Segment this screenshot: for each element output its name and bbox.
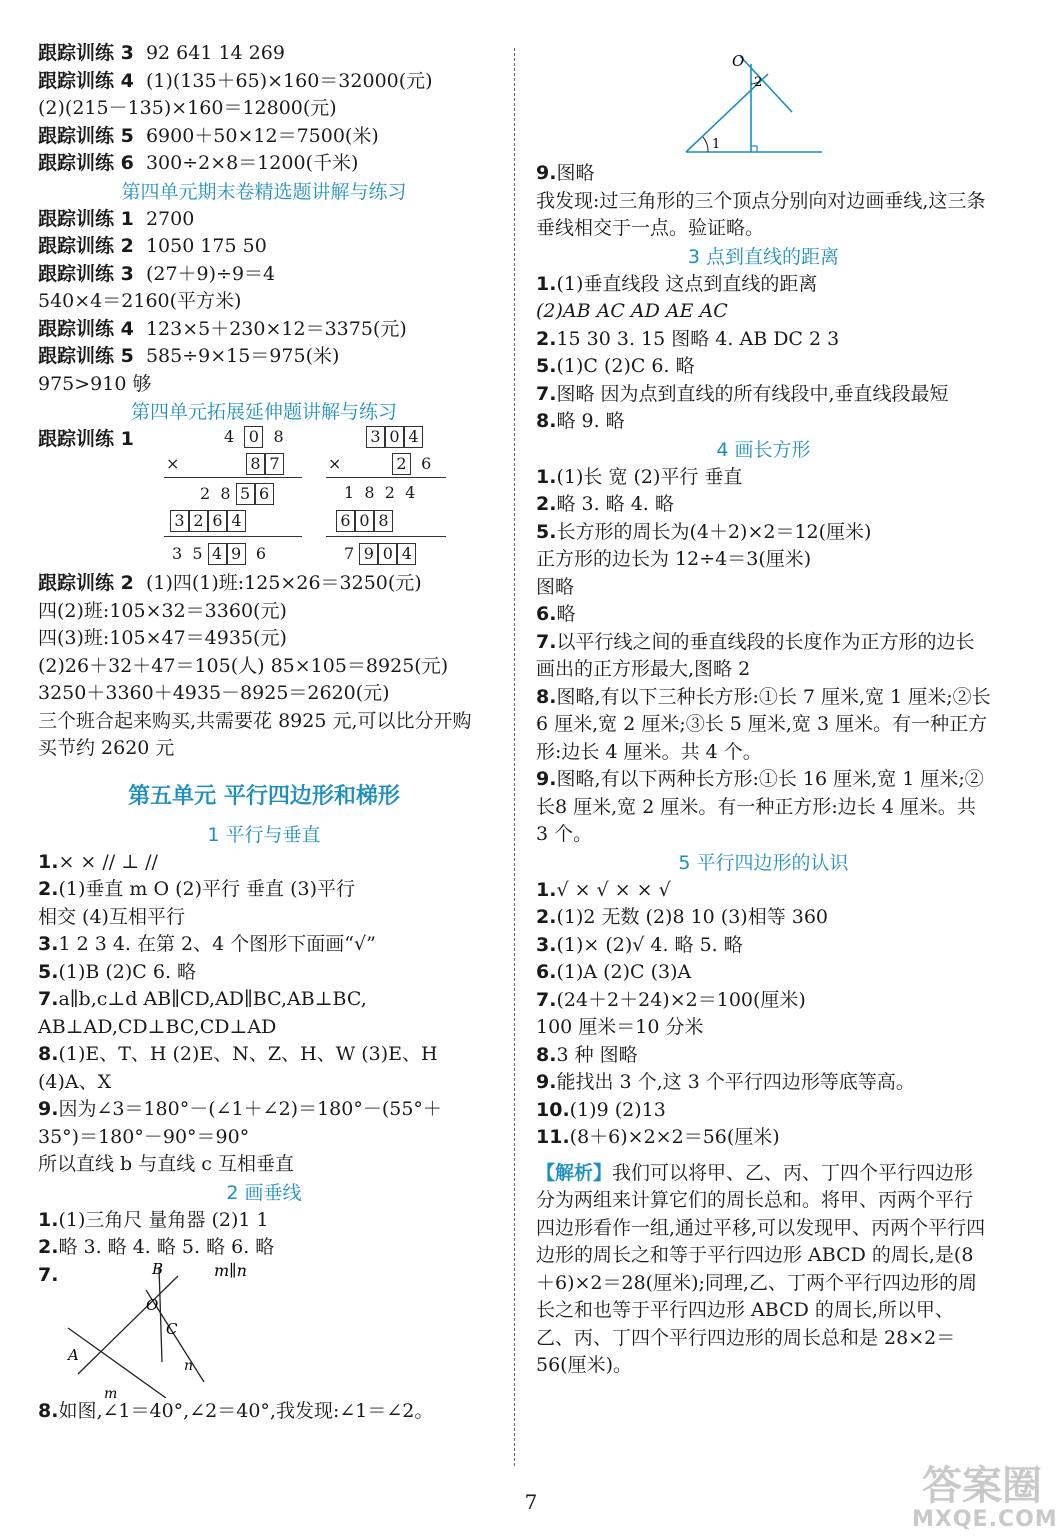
unit-title: 第五单元 平行四边形和梯形	[128, 783, 400, 809]
rule-line	[164, 536, 302, 537]
answer-line: 9.能找出 3 个,这 3 个平行四边形等底等高。	[536, 1071, 915, 1093]
partial-product-1: 1 8 2 4	[344, 483, 416, 502]
times-sign: ×	[166, 454, 180, 473]
section-heading: 4 画长方形	[716, 438, 811, 461]
answer-block-5	[38, 1207, 490, 1262]
left-column	[38, 40, 490, 1425]
answer-paragraph: 7.图略 因为点到直线的所有线段中,垂直线段最短	[536, 382, 949, 405]
page-number: 7	[524, 1490, 538, 1514]
vertical-multiplication-2	[326, 426, 448, 570]
section-heading: 2 画垂线	[226, 1181, 302, 1204]
right-angle-mark	[751, 146, 757, 152]
answer-line: 9.因为∠3＝180°－(∠1＋∠2)＝180°－(55°＋	[38, 1098, 442, 1120]
practice-block-3	[38, 570, 490, 763]
rule-line	[326, 477, 446, 478]
answer-line: 7.(24＋2＋24)×2＝100(厘米)	[536, 988, 806, 1011]
answer-line: 6.略	[536, 603, 576, 625]
answer-line: 相交 (4)互相平行	[38, 905, 185, 928]
analysis-paragraph: 【解析】我们可以将甲、乙、丙、丁四个平行四边形分为两组来计算它们的周长总和。将甲、丙两个平行四边形看作一组,通过平移,可以发现甲、丙两个平行四边形的周长之和等于平行四边形 ABCD 的周长,是(8＋6)×2＝28(厘米);同理,乙、丁两个平行四边形的周长之和也等于平行四边形 ABCD 的周长,所以甲、乙、丙、丁四个平行四边形的周长总和是 28×2＝56(厘米)。	[536, 1161, 986, 1376]
multiplier: 8 7	[246, 453, 284, 475]
analysis-tag: 【解析】	[536, 1161, 613, 1184]
section-heading: 3 点到直线的距离	[687, 245, 840, 268]
answer-line: 3.(1)× (2)√ 4. 略 5. 略	[536, 933, 743, 956]
answer-line: 5.(1)B (2)C 6. 略	[38, 960, 197, 983]
perpendicular-lines-diagram	[38, 1262, 458, 1398]
partial-product-2: 6 0 8	[336, 510, 393, 532]
multiplicand: 3 0 4	[366, 426, 423, 448]
answer-line: 正方形的边长为 12÷4＝3(厘米)	[536, 548, 812, 570]
answer-block-7	[536, 464, 991, 849]
answer-line: (2)AB AC AD AE AC	[536, 300, 728, 322]
section-heading: 第四单元拓展延伸题讲解与练习	[130, 401, 397, 423]
answer-line: 11.(8＋6)×2×2＝56(厘米)	[536, 1126, 780, 1148]
point-a-label: A	[68, 1345, 79, 1364]
practice-block-2	[38, 206, 490, 399]
answer-paragraph: 9.图略,有以下两种长方形:①长 16 厘米,宽 1 厘米;②长8 厘米,宽 2 厘米。有一种正方形:边长 4 厘米。共 3 个。	[536, 768, 984, 845]
answer-line: 100 厘米＝10 分米	[536, 1016, 704, 1038]
point-b-label: B	[152, 1261, 164, 1278]
answer-paragraph: 我发现:过三角形的三个顶点分别向对边画垂线,这三条垂线相交于一点。验证略。	[536, 189, 986, 239]
answer-line: 5.(1)C (2)C 6. 略	[536, 355, 695, 377]
practice-label: 跟踪训练 1	[38, 428, 134, 450]
angle-1-arc	[703, 137, 708, 152]
answer-line: 所以直线 b 与直线 c 互相垂直	[38, 1153, 294, 1175]
product: 3 5 4 9 6	[172, 544, 266, 563]
answer-line: 3250＋3360＋4935－8925＝2620(元)	[38, 682, 390, 704]
answer-line: 3.1 2 3 4. 在第 2、4 个图形下面画“√”	[38, 933, 376, 955]
column-divider	[514, 48, 515, 1466]
answer-line: 35°)＝180°－90°＝90°	[38, 1125, 250, 1148]
answer-line: 跟踪训练 5 6900＋50×12＝7500(米)	[38, 124, 379, 147]
answer-line: 跟踪训练 5 585÷9×15＝975(米)	[38, 345, 340, 367]
answer-block-4	[38, 849, 490, 1179]
answer-block-8	[536, 877, 991, 1152]
answer-line: 2.(1)2 无数 (2)8 10 (3)相等 360	[536, 906, 829, 928]
question-number: 7.	[38, 1263, 59, 1286]
times-sign: ×	[328, 454, 342, 473]
answer-line: 跟踪训练 3 92 641 14 269	[38, 42, 285, 64]
practice-block-1	[38, 40, 490, 178]
product: 7 9 0 4	[344, 543, 416, 565]
answer-block-6	[536, 271, 991, 436]
figure-q7	[38, 1262, 490, 1398]
answer-line: 2.略 3. 略 4. 略 5. 略 6. 略	[38, 1236, 275, 1258]
answer-line: 5.长方形的周长为(4＋2)×2＝12(厘米)	[536, 520, 872, 543]
line-m-label: m	[104, 1385, 118, 1398]
right-column	[536, 48, 991, 1380]
answer-line: 跟踪训练 1 2700	[38, 207, 195, 230]
answer-line: 跟踪训练 2 1050 175 50	[38, 235, 267, 257]
answer-line: 10.(1)9 (2)13	[536, 1098, 666, 1121]
answer-line: 7.a∥b,c⊥d AB∥CD,AD∥BC,AB⊥BC,	[38, 988, 367, 1010]
answer-paragraph: 三个班合起来购买,共需要花 8925 元,可以比分开购买节约 2620 元	[38, 709, 472, 759]
answer-line: 9.图略	[536, 162, 595, 184]
partial-product-1: 2 8 5 6	[200, 483, 274, 505]
answer-line: 跟踪训练 4 123×5＋230×12＝3375(元)	[38, 317, 407, 340]
answer-line: (4)A、X	[38, 1070, 112, 1093]
answer-line: AB⊥AD,CD⊥BC,CD⊥AD	[38, 1015, 277, 1038]
answer-line: 跟踪训练 2 (1)四(1)班:125×26＝3250(元)	[38, 572, 422, 594]
answer-line: 8.略 9. 略	[536, 410, 625, 432]
answer-line: 2.略 3. 略 4. 略	[536, 493, 674, 515]
answer-line: 1.(1)长 宽 (2)平行 垂直	[536, 465, 743, 488]
angle-1-label: 1	[712, 137, 721, 152]
answer-line: 975>910 够	[38, 372, 152, 395]
perpendicular-line	[740, 56, 792, 112]
answer-line: (2)26＋32＋47＝105(人) 85×105＝8925(元)	[38, 654, 449, 677]
answer-line: 跟踪训练 3 (27＋9)÷9＝4	[38, 262, 276, 285]
parallel-relation: m∥n	[214, 1261, 247, 1280]
answer-line: (2)(215－135)×160＝12800(元)	[38, 97, 337, 119]
answer-line: 8.3 种 图略	[536, 1043, 638, 1066]
angle-2-label: 2	[754, 75, 763, 90]
answer-line: 1.(1)垂直线段 这点到直线的距离	[536, 272, 818, 295]
watermark-logo: 答案圈 MXQE.COM	[912, 1463, 1058, 1532]
point-o-label: O	[146, 1295, 159, 1314]
perpendicular-line	[78, 1276, 178, 1374]
answer-line: 跟踪训练 4 (1)(135＋65)×160＝32000(元)	[38, 69, 433, 92]
point-c-label: C	[166, 1319, 178, 1338]
answer-line: 2.(1)垂直 m O (2)平行 垂直 (3)平行	[38, 878, 355, 900]
answer-line: 四(2)班:105×32＝3360(元)	[38, 599, 287, 622]
answer-paragraph: 7.以平行线之间的垂直线段的长度作为正方形的边长画出的正方形最大,图略 2	[536, 630, 975, 680]
answer-line: 2.15 30 3. 15 图略 4. AB DC 2 3	[536, 327, 840, 350]
answer-line: 图略	[536, 575, 575, 598]
point-o-label: O	[732, 52, 745, 70]
multiplier: 2 6	[392, 453, 431, 475]
answer-line: 8.如图,∠1＝40°,∠2＝40°,我发现:∠1＝∠2。	[38, 1399, 434, 1422]
answer-line: 跟踪训练 6 300÷2×8＝1200(千米)	[38, 152, 359, 174]
line-n-label: n	[184, 1357, 194, 1374]
answer-paragraph: 8.图略,有以下三种长方形:①长 7 厘米,宽 1 厘米;②长 6 厘米,宽 2 厘米;③长 5 厘米,宽 3 厘米。有一种正方形:边长 4 厘米。共 4 个。	[536, 685, 991, 763]
answer-line: 540×4＝2160(平方米)	[38, 290, 242, 312]
angle-diagram	[536, 48, 956, 156]
rule-line	[164, 477, 302, 478]
section-heading: 5 平行四边形的认识	[678, 851, 849, 874]
answer-line: 1.√ × √ × × √	[536, 878, 671, 901]
answer-line: 8.(1)E、T、H (2)E、N、Z、H、W (3)E、H	[38, 1043, 438, 1065]
partial-product-2: 3 2 6 4	[170, 510, 246, 532]
multiplication-figures	[38, 426, 490, 570]
answer-line: 四(3)班:105×47＝4935(元)	[38, 627, 287, 649]
answer-line: 6.(1)A (2)C (3)A	[536, 961, 692, 983]
vertical-multiplication-1	[164, 426, 304, 570]
section-heading: 第四单元期末卷精选题讲解与练习	[121, 180, 407, 203]
multiplicand: 4 0 8	[224, 427, 284, 446]
rule-line	[326, 536, 446, 537]
section-heading: 1 平行与垂直	[207, 823, 321, 846]
answer-line: 1.(1)三角尺 量角器 (2)1 1	[38, 1208, 269, 1231]
answer-line: 1.× × // ⊥ //	[38, 850, 158, 873]
